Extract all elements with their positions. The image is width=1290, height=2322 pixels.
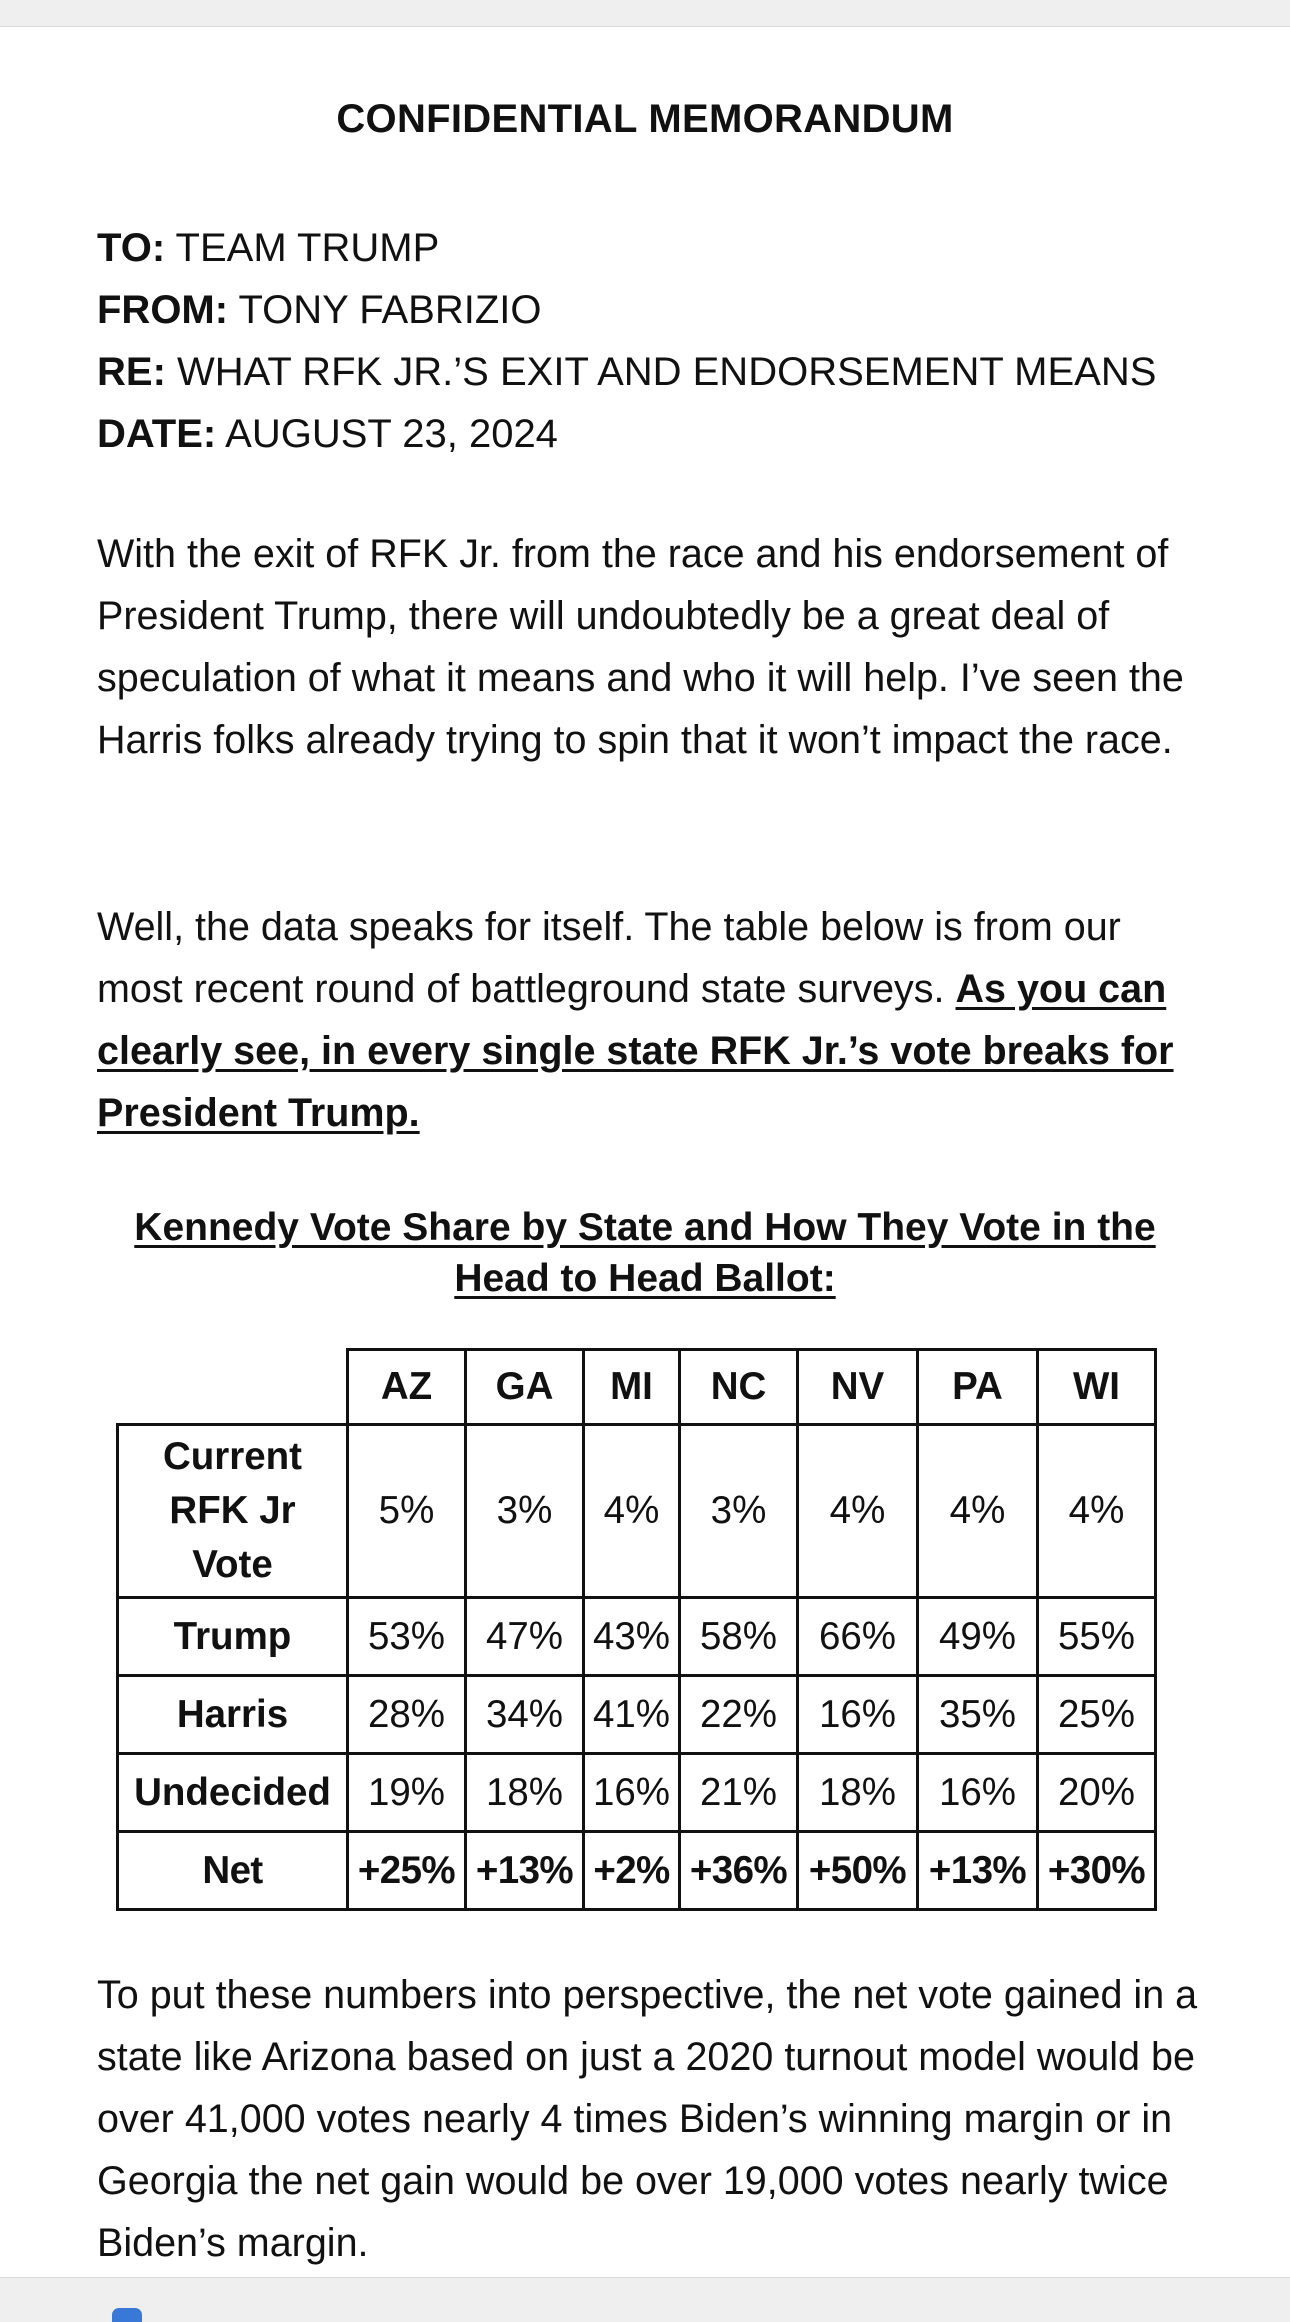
table-cell: +2% xyxy=(584,1832,680,1910)
paragraph-perspective: To put these numbers into perspective, the net vote gained in a state like Arizona based on just a 2020 turnout model would be over 41,000 votes nearly 4 times Biden’s winning margin or in Georgia the net gain would be over 19,000 votes nearly twice Biden’s margin. xyxy=(97,1973,1198,2265)
state-header: GA xyxy=(466,1350,584,1425)
table-cell: 5% xyxy=(348,1425,466,1598)
state-header: PA xyxy=(918,1350,1038,1425)
memo-from-line xyxy=(97,279,1156,341)
table-cell: 66% xyxy=(798,1598,918,1676)
state-header: NV xyxy=(798,1350,918,1425)
table-row-net xyxy=(118,1832,1156,1910)
table-cell: +50% xyxy=(798,1832,918,1910)
row-label-line: Vote xyxy=(192,1543,273,1586)
table-cell: 16% xyxy=(584,1754,680,1832)
memo-to-line xyxy=(97,217,1156,279)
date-label: DATE: xyxy=(97,412,217,456)
re-value: WHAT RFK JR.’S EXIT AND ENDORSEMENT MEANS xyxy=(165,350,1157,394)
from-value: TONY FABRIZIO xyxy=(228,288,542,332)
viewer-bottom-bar xyxy=(0,2277,1290,2314)
table-cell: 58% xyxy=(680,1598,798,1676)
date-value: AUGUST 23, 2024 xyxy=(216,412,558,456)
table-cell: 34% xyxy=(466,1676,584,1754)
row-label xyxy=(118,1425,348,1598)
table-cell: 49% xyxy=(918,1598,1038,1676)
table-title-line-1: Kennedy Vote Share by State and How They Vote in the xyxy=(134,1206,1156,1249)
app-icon[interactable] xyxy=(112,2308,142,2322)
table-cell: 16% xyxy=(798,1676,918,1754)
table-cell: +13% xyxy=(466,1832,584,1910)
memo-date-line xyxy=(97,403,1156,465)
table-cell: 20% xyxy=(1038,1754,1156,1832)
viewer-top-bar xyxy=(0,0,1290,27)
table-cell: 4% xyxy=(1038,1425,1156,1598)
table-cell: 3% xyxy=(680,1425,798,1598)
table-cell: 47% xyxy=(466,1598,584,1676)
table-cell: 25% xyxy=(1038,1676,1156,1754)
table-corner xyxy=(118,1350,348,1425)
paragraph-data xyxy=(97,896,1207,1144)
table-cell: 19% xyxy=(348,1754,466,1832)
from-label: FROM: xyxy=(97,288,229,332)
row-label: Trump xyxy=(118,1598,348,1676)
re-label: RE: xyxy=(97,350,166,394)
row-label-line: RFK Jr xyxy=(169,1489,296,1532)
table-row-current-rfk-vote xyxy=(118,1425,1156,1598)
table-cell: 41% xyxy=(584,1676,680,1754)
row-label-line: Current xyxy=(162,1435,303,1478)
state-header: NC xyxy=(680,1350,798,1425)
table-cell: 4% xyxy=(798,1425,918,1598)
table-row-trump xyxy=(118,1598,1156,1676)
table-cell: 16% xyxy=(918,1754,1038,1832)
row-label: Harris xyxy=(118,1676,348,1754)
memo-title: CONFIDENTIAL MEMORANDUM xyxy=(336,97,954,141)
memo-re-line xyxy=(97,341,1156,403)
table-cell: 4% xyxy=(918,1425,1038,1598)
kennedy-vote-share-table xyxy=(116,1348,1157,1911)
table-title xyxy=(90,1202,1200,1304)
state-header: AZ xyxy=(348,1350,466,1425)
state-header: MI xyxy=(584,1350,680,1425)
table-cell: 3% xyxy=(466,1425,584,1598)
memo-header xyxy=(97,217,1156,465)
table-header-row xyxy=(118,1350,1156,1425)
to-label: TO: xyxy=(97,226,166,270)
table-cell: +36% xyxy=(680,1832,798,1910)
table-cell: 53% xyxy=(348,1598,466,1676)
row-label: Undecided xyxy=(118,1754,348,1832)
table-cell: 4% xyxy=(584,1425,680,1598)
paragraph-data-text: Well, the data speaks for itself. The table below is from our most recent round of battleground state surveys. xyxy=(97,905,1121,1011)
paragraph-data-emphasis: As you can clearly see, in every single state RFK Jr.’s vote breaks for President Trump. xyxy=(97,967,1174,1135)
table-cell: 18% xyxy=(466,1754,584,1832)
table-row-harris xyxy=(118,1676,1156,1754)
state-header: WI xyxy=(1038,1350,1156,1425)
to-value: TEAM TRUMP xyxy=(165,226,440,270)
table-cell: +25% xyxy=(348,1832,466,1910)
table-cell: 22% xyxy=(680,1676,798,1754)
row-label: Net xyxy=(118,1832,348,1910)
paragraph-intro: With the exit of RFK Jr. from the race and his endorsement of President Trump, there will undoubtedly be a great deal of speculation of what it means and who it will help. I’ve seen the Harris folks already trying to spin that it won’t impact the race. xyxy=(97,532,1184,762)
memo-page xyxy=(0,27,1290,2277)
table-cell: 35% xyxy=(918,1676,1038,1754)
table-cell: 43% xyxy=(584,1598,680,1676)
table-cell: +30% xyxy=(1038,1832,1156,1910)
table-cell: 28% xyxy=(348,1676,466,1754)
table-cell: 18% xyxy=(798,1754,918,1832)
table-title-line-2: Head to Head Ballot: xyxy=(454,1257,836,1300)
table-cell: 21% xyxy=(680,1754,798,1832)
table-cell: +13% xyxy=(918,1832,1038,1910)
table-row-undecided xyxy=(118,1754,1156,1832)
table-cell: 55% xyxy=(1038,1598,1156,1676)
